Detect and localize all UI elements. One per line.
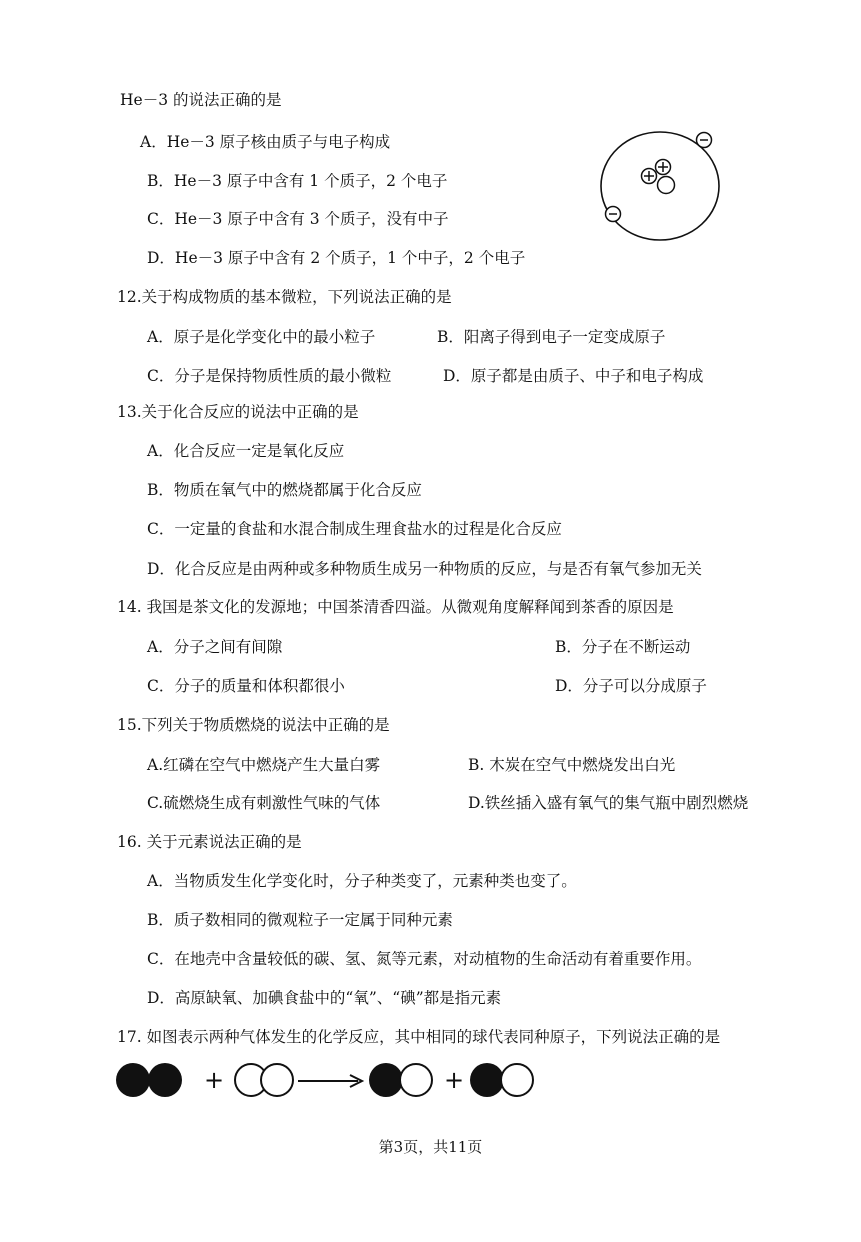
- q11-option-a: A．He－3 原子核由质子与电子构成: [140, 133, 391, 151]
- q12-option-b: B．阳离子得到电子一定变成原子: [437, 328, 666, 346]
- black-atom: [369, 1063, 403, 1097]
- white-atom: [400, 1064, 432, 1096]
- q11-stem: He－3 的说法正确的是: [120, 91, 282, 109]
- white-atom: [261, 1064, 293, 1096]
- q14-option-b: B．分子在不断运动: [555, 638, 691, 656]
- q14-stem: 14. 我国是茶文化的发源地；中国茶清香四溢。从微观角度解释闻到茶香的原因是: [117, 598, 674, 616]
- q11-option-d: D．He－3 原子中含有 2 个质子，1 个中子，2 个电子: [147, 249, 526, 267]
- white-atom: [501, 1064, 533, 1096]
- q15-option-c: C.硫燃烧生成有刺激性气味的气体: [147, 794, 381, 812]
- q13-stem: 13.关于化合反应的说法中正确的是: [117, 403, 359, 421]
- q11-option-b: B．He－3 原子中含有 1 个质子，2 个电子: [147, 172, 448, 190]
- q16-option-d: D．高原缺氧、加碘食盐中的“氧”、“碘”都是指元素: [147, 989, 502, 1007]
- q16-option-a: A．当物质发生化学变化时，分子种类变了，元素种类也变了。: [147, 872, 577, 890]
- q14-option-a: A．分子之间有间隙: [147, 638, 283, 656]
- q13-option-b: B．物质在氧气中的燃烧都属于化合反应: [147, 481, 422, 499]
- q14-option-d: D．分子可以分成原子: [555, 677, 707, 695]
- black-atom: [470, 1063, 504, 1097]
- q12-option-d: D．原子都是由质子、中子和电子构成: [443, 367, 704, 385]
- q15-option-d: D.铁丝插入盛有氧气的集气瓶中剧烈燃烧: [468, 794, 749, 812]
- reaction-diagram: [114, 1060, 544, 1102]
- q15-option-a: A.红磷在空气中燃烧产生大量白雾: [147, 756, 381, 774]
- q17-stem: 17. 如图表示两种气体发生的化学反应，其中相同的球代表同种原子，下列说法正确的是: [117, 1028, 721, 1046]
- plus-sign: +: [444, 1066, 465, 1094]
- q16-stem: 16. 关于元素说法正确的是: [117, 833, 302, 851]
- q16-option-c: C．在地壳中含量较低的碳、氢、氮等元素，对动植物的生命活动有着重要作用。: [147, 950, 702, 968]
- q12-option-c: C．分子是保持物质性质的最小微粒: [147, 367, 392, 385]
- q13-option-d: D．化合反应是由两种或多种物质生成另一种物质的反应，与是否有氧气参加无关: [147, 560, 702, 578]
- helium3-atom-diagram: [598, 128, 722, 242]
- q16-option-b: B．质子数相同的微观粒子一定属于同种元素: [147, 911, 453, 929]
- q11-option-c: C．He－3 原子中含有 3 个质子，没有中子: [147, 210, 449, 228]
- q12-stem: 12.关于构成物质的基本微粒，下列说法正确的是: [117, 288, 452, 306]
- neutron: [658, 177, 675, 194]
- q15-option-b: B. 木炭在空气中燃烧发出白光: [468, 756, 676, 774]
- page-footer: 第3页，共11页: [378, 1138, 483, 1156]
- black-atom: [148, 1063, 182, 1097]
- q12-option-a: A．原子是化学变化中的最小粒子: [147, 328, 376, 346]
- q14-option-c: C．分子的质量和体积都很小: [147, 677, 345, 695]
- q13-option-c: C．一定量的食盐和水混合制成生理食盐水的过程是化合反应: [147, 520, 562, 538]
- black-atom: [116, 1063, 150, 1097]
- plus-sign: +: [204, 1066, 225, 1094]
- q15-stem: 15.下列关于物质燃烧的说法中正确的是: [117, 716, 390, 734]
- q13-option-a: A．化合反应一定是氧化反应: [147, 442, 345, 460]
